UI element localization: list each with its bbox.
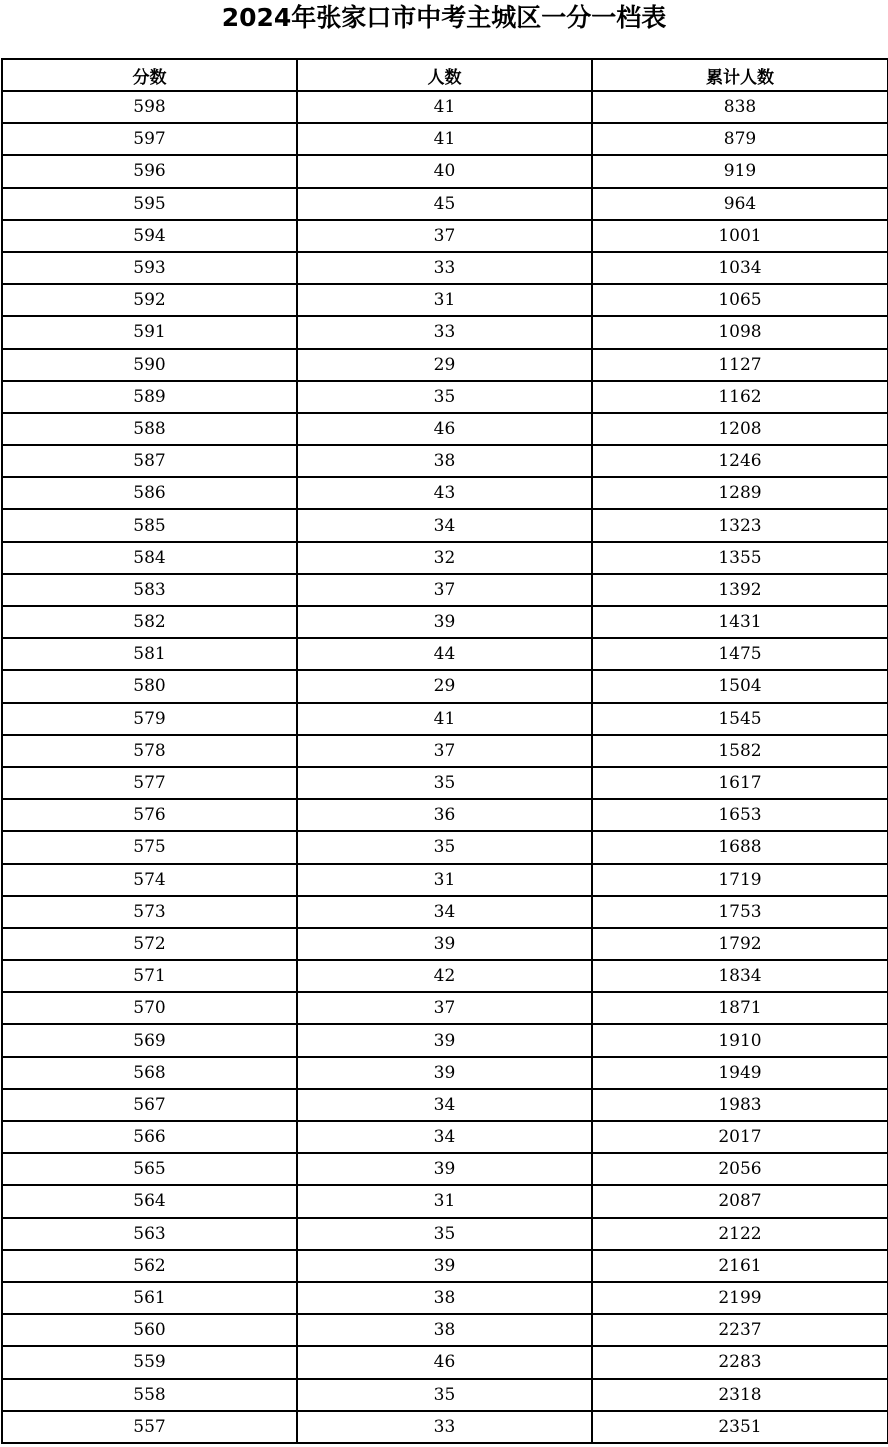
cell-cumulative: 1208 xyxy=(592,413,888,445)
cell-count: 29 xyxy=(297,670,592,702)
cell-count: 35 xyxy=(297,1379,592,1411)
cell-cumulative: 1949 xyxy=(592,1057,888,1089)
cell-cumulative: 1355 xyxy=(592,542,888,574)
cell-count: 39 xyxy=(297,928,592,960)
table-row xyxy=(2,1185,888,1217)
cell-cumulative: 1162 xyxy=(592,381,888,413)
cell-score: 588 xyxy=(2,413,297,445)
cell-count: 35 xyxy=(297,831,592,863)
cell-cumulative: 2199 xyxy=(592,1282,888,1314)
cell-score: 576 xyxy=(2,799,297,831)
table-row xyxy=(2,1346,888,1378)
table-row xyxy=(2,1282,888,1314)
cell-score: 592 xyxy=(2,284,297,316)
table-row xyxy=(2,864,888,896)
cell-count: 31 xyxy=(297,284,592,316)
table-row xyxy=(2,188,888,220)
cell-count: 35 xyxy=(297,1218,592,1250)
cell-cumulative: 1582 xyxy=(592,735,888,767)
cell-cumulative: 1753 xyxy=(592,896,888,928)
cell-score: 559 xyxy=(2,1346,297,1378)
table-row xyxy=(2,799,888,831)
table-row xyxy=(2,349,888,381)
cell-count: 44 xyxy=(297,638,592,670)
table-row xyxy=(2,1218,888,1250)
cell-count: 34 xyxy=(297,509,592,541)
table-row xyxy=(2,638,888,670)
table-row xyxy=(2,1379,888,1411)
cell-count: 43 xyxy=(297,477,592,509)
cell-count: 34 xyxy=(297,896,592,928)
cell-count: 37 xyxy=(297,574,592,606)
cell-cumulative: 2087 xyxy=(592,1185,888,1217)
table-row xyxy=(2,445,888,477)
cell-count: 39 xyxy=(297,606,592,638)
table-row xyxy=(2,896,888,928)
table-row xyxy=(2,1089,888,1121)
cell-count: 41 xyxy=(297,91,592,123)
cell-count: 35 xyxy=(297,381,592,413)
cell-count: 38 xyxy=(297,445,592,477)
table-row xyxy=(2,992,888,1024)
cell-score: 564 xyxy=(2,1185,297,1217)
cell-score: 580 xyxy=(2,670,297,702)
cell-score: 591 xyxy=(2,316,297,348)
cell-count: 41 xyxy=(297,703,592,735)
cell-cumulative: 1475 xyxy=(592,638,888,670)
cell-score: 573 xyxy=(2,896,297,928)
cell-score: 568 xyxy=(2,1057,297,1089)
cell-score: 566 xyxy=(2,1121,297,1153)
cell-count: 34 xyxy=(297,1121,592,1153)
cell-count: 36 xyxy=(297,799,592,831)
table-row xyxy=(2,1153,888,1185)
cell-score: 589 xyxy=(2,381,297,413)
cell-score: 567 xyxy=(2,1089,297,1121)
table-row xyxy=(2,606,888,638)
cell-count: 29 xyxy=(297,349,592,381)
cell-cumulative: 2318 xyxy=(592,1379,888,1411)
table-row xyxy=(2,1121,888,1153)
table-row xyxy=(2,220,888,252)
table-row xyxy=(2,1411,888,1443)
cell-count: 34 xyxy=(297,1089,592,1121)
cell-score: 585 xyxy=(2,509,297,541)
table-row xyxy=(2,123,888,155)
cell-count: 31 xyxy=(297,1185,592,1217)
cell-score: 560 xyxy=(2,1314,297,1346)
cell-score: 590 xyxy=(2,349,297,381)
cell-cumulative: 919 xyxy=(592,155,888,187)
cell-cumulative: 1289 xyxy=(592,477,888,509)
cell-cumulative: 838 xyxy=(592,91,888,123)
cell-score: 572 xyxy=(2,928,297,960)
header-count: 人数 xyxy=(297,59,592,91)
table-row xyxy=(2,284,888,316)
cell-count: 33 xyxy=(297,252,592,284)
table-row xyxy=(2,703,888,735)
cell-score: 586 xyxy=(2,477,297,509)
cell-count: 37 xyxy=(297,735,592,767)
cell-score: 577 xyxy=(2,767,297,799)
cell-cumulative: 1001 xyxy=(592,220,888,252)
header-row xyxy=(2,59,888,91)
cell-count: 42 xyxy=(297,960,592,992)
cell-cumulative: 1545 xyxy=(592,703,888,735)
cell-score: 598 xyxy=(2,91,297,123)
cell-cumulative: 2237 xyxy=(592,1314,888,1346)
cell-count: 38 xyxy=(297,1282,592,1314)
cell-cumulative: 2283 xyxy=(592,1346,888,1378)
table-row xyxy=(2,1024,888,1056)
table-row xyxy=(2,477,888,509)
table-row xyxy=(2,574,888,606)
table-row xyxy=(2,542,888,574)
cell-count: 35 xyxy=(297,767,592,799)
cell-score: 563 xyxy=(2,1218,297,1250)
cell-count: 31 xyxy=(297,864,592,896)
cell-score: 574 xyxy=(2,864,297,896)
table-row xyxy=(2,767,888,799)
table-row xyxy=(2,670,888,702)
cell-score: 594 xyxy=(2,220,297,252)
table-row xyxy=(2,413,888,445)
cell-cumulative: 1504 xyxy=(592,670,888,702)
cell-score: 584 xyxy=(2,542,297,574)
table-row xyxy=(2,91,888,123)
cell-score: 565 xyxy=(2,1153,297,1185)
cell-cumulative: 1323 xyxy=(592,509,888,541)
cell-score: 575 xyxy=(2,831,297,863)
cell-count: 39 xyxy=(297,1153,592,1185)
cell-cumulative: 1617 xyxy=(592,767,888,799)
cell-cumulative: 1127 xyxy=(592,349,888,381)
table-row xyxy=(2,831,888,863)
cell-cumulative: 2056 xyxy=(592,1153,888,1185)
cell-count: 40 xyxy=(297,155,592,187)
cell-cumulative: 1983 xyxy=(592,1089,888,1121)
table-row xyxy=(2,1057,888,1089)
cell-cumulative: 1392 xyxy=(592,574,888,606)
header-cumulative: 累计人数 xyxy=(592,59,888,91)
cell-score: 596 xyxy=(2,155,297,187)
cell-cumulative: 2161 xyxy=(592,1250,888,1282)
table-header xyxy=(2,59,888,91)
table-row xyxy=(2,381,888,413)
cell-score: 561 xyxy=(2,1282,297,1314)
cell-score: 558 xyxy=(2,1379,297,1411)
table-row xyxy=(2,316,888,348)
table-row xyxy=(2,155,888,187)
cell-score: 581 xyxy=(2,638,297,670)
cell-cumulative: 1246 xyxy=(592,445,888,477)
cell-cumulative: 2017 xyxy=(592,1121,888,1153)
cell-cumulative: 2122 xyxy=(592,1218,888,1250)
cell-count: 37 xyxy=(297,220,592,252)
cell-score: 587 xyxy=(2,445,297,477)
header-score: 分数 xyxy=(2,59,297,91)
cell-count: 46 xyxy=(297,413,592,445)
cell-cumulative: 1431 xyxy=(592,606,888,638)
cell-cumulative: 964 xyxy=(592,188,888,220)
page-title: 2024年张家口市中考主城区一分一档表 xyxy=(221,3,667,32)
cell-count: 39 xyxy=(297,1024,592,1056)
cell-score: 578 xyxy=(2,735,297,767)
cell-score: 569 xyxy=(2,1024,297,1056)
cell-score: 570 xyxy=(2,992,297,1024)
cell-count: 39 xyxy=(297,1250,592,1282)
cell-count: 45 xyxy=(297,188,592,220)
table-body xyxy=(2,91,888,1443)
cell-cumulative: 1871 xyxy=(592,992,888,1024)
cell-score: 582 xyxy=(2,606,297,638)
cell-cumulative: 1098 xyxy=(592,316,888,348)
cell-cumulative: 1910 xyxy=(592,1024,888,1056)
table-row xyxy=(2,509,888,541)
table-row xyxy=(2,1314,888,1346)
table-row xyxy=(2,1250,888,1282)
cell-cumulative: 1065 xyxy=(592,284,888,316)
table-row xyxy=(2,928,888,960)
cell-score: 557 xyxy=(2,1411,297,1443)
cell-cumulative: 879 xyxy=(592,123,888,155)
cell-score: 595 xyxy=(2,188,297,220)
cell-count: 39 xyxy=(297,1057,592,1089)
cell-count: 32 xyxy=(297,542,592,574)
cell-score: 579 xyxy=(2,703,297,735)
cell-cumulative: 1834 xyxy=(592,960,888,992)
table-row xyxy=(2,735,888,767)
cell-count: 33 xyxy=(297,316,592,348)
cell-cumulative: 2351 xyxy=(592,1411,888,1443)
cell-count: 46 xyxy=(297,1346,592,1378)
cell-count: 37 xyxy=(297,992,592,1024)
cell-cumulative: 1653 xyxy=(592,799,888,831)
cell-score: 583 xyxy=(2,574,297,606)
table-row xyxy=(2,960,888,992)
cell-cumulative: 1688 xyxy=(592,831,888,863)
cell-count: 38 xyxy=(297,1314,592,1346)
cell-cumulative: 1792 xyxy=(592,928,888,960)
cell-score: 597 xyxy=(2,123,297,155)
score-distribution-table xyxy=(1,58,888,1444)
cell-score: 571 xyxy=(2,960,297,992)
cell-count: 41 xyxy=(297,123,592,155)
table-row xyxy=(2,252,888,284)
cell-cumulative: 1719 xyxy=(592,864,888,896)
cell-cumulative: 1034 xyxy=(592,252,888,284)
cell-score: 593 xyxy=(2,252,297,284)
cell-score: 562 xyxy=(2,1250,297,1282)
cell-count: 33 xyxy=(297,1411,592,1443)
